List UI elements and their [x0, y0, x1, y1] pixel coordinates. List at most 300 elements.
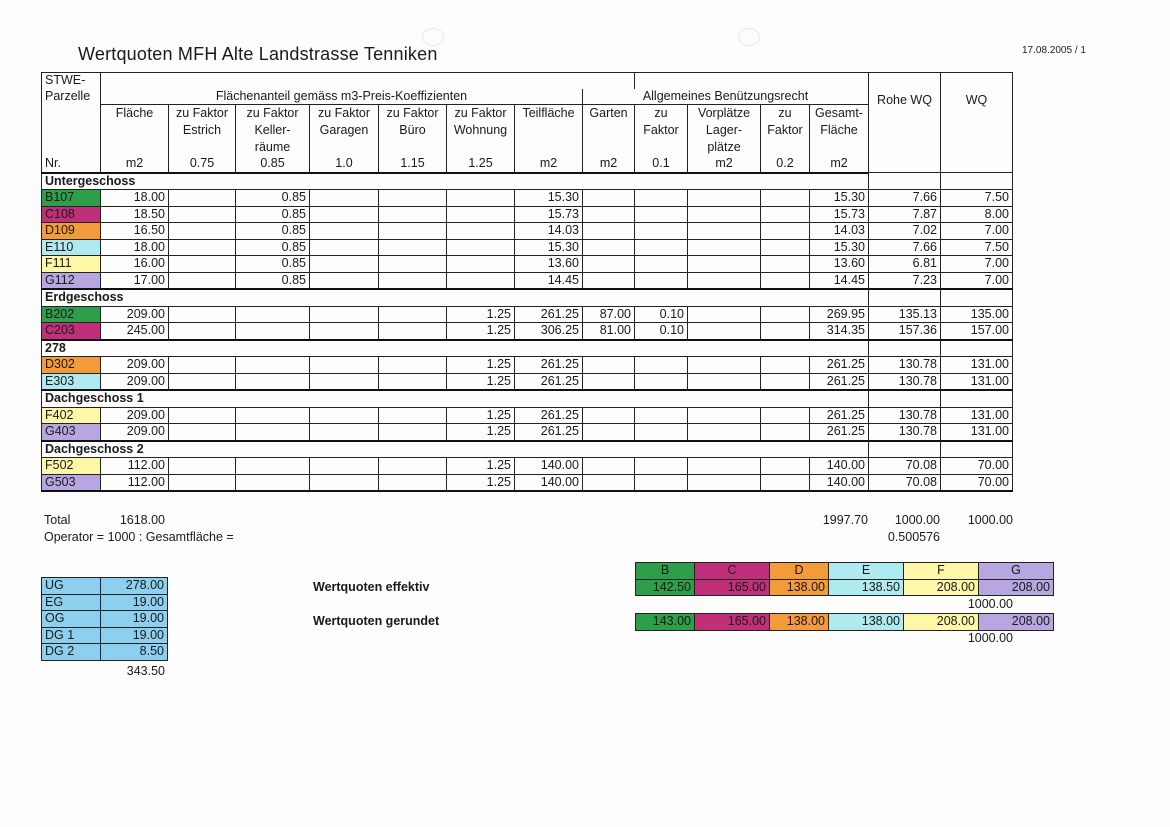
header-blank [101, 73, 169, 89]
unit-vorplaetze [688, 190, 761, 207]
header-empty-1 [169, 73, 583, 89]
unit-vorplaetze [688, 272, 761, 289]
unit-teilflaeche: 261.25 [515, 357, 583, 374]
unit-rohe-wq: 7.02 [869, 223, 941, 240]
header-wohnung [447, 105, 515, 157]
unit-garagen [310, 239, 379, 256]
unit-vorplaetze-faktor [761, 357, 810, 374]
unit-gesamtflaeche: 269.95 [810, 306, 869, 323]
unit-wohnung: 1.25 [447, 458, 515, 475]
unit-flaeche: 17.00 [101, 272, 169, 289]
unit-estrich [169, 190, 236, 207]
group-row [42, 390, 1013, 407]
table-row [42, 373, 1013, 390]
unit-garten-faktor [635, 357, 688, 374]
unit-wq: 70.00 [941, 458, 1013, 475]
header-estrich-line: zu Faktor [175, 106, 229, 120]
header-benuetzung: Allgemeines Benützungsrecht [583, 89, 869, 105]
unit-teilflaeche: 140.00 [515, 474, 583, 491]
operator-value: 0.500576 [887, 530, 940, 544]
header-unit-buero-f: 1.15 [379, 156, 447, 173]
unit-flaeche: 18.00 [101, 190, 169, 207]
wertquote-letter: G [979, 563, 1054, 580]
wertquoten-table [41, 72, 1013, 492]
unit-garagen [310, 357, 379, 374]
unit-vorplaetze-faktor [761, 239, 810, 256]
level-name: DG 1 [42, 627, 101, 644]
wertquoten-gerundet-total: 1000.00 [967, 631, 1013, 645]
unit-wohnung: 1.25 [447, 373, 515, 390]
wertquoten-letter-row [636, 563, 1054, 580]
unit-buero [379, 256, 447, 273]
group-wq-empty [941, 289, 1013, 306]
operator-label: Operator = 1000 : Gesamtfläche = [44, 530, 234, 544]
unit-gesamtflaeche: 261.25 [810, 407, 869, 424]
unit-garagen [310, 256, 379, 273]
unit-teilflaeche: 261.25 [515, 407, 583, 424]
level-value: 19.00 [101, 627, 168, 644]
header-unit-gesamt-unit: m2 [810, 156, 869, 173]
header-estrich-line: Estrich [182, 123, 222, 137]
wertquoten-gerundet-label: Wertquoten gerundet [313, 614, 440, 628]
total-flaeche: 1618.00 [119, 513, 165, 527]
unit-flaeche: 209.00 [101, 357, 169, 374]
unit-id: F502 [42, 458, 101, 475]
unit-flaeche: 209.00 [101, 306, 169, 323]
header-gesamt-line: Gesamt- [815, 106, 863, 120]
unit-teilflaeche: 261.25 [515, 306, 583, 323]
header-unit-teilflaeche-unit: m2 [515, 156, 583, 173]
unit-vorplaetze [688, 373, 761, 390]
unit-buero [379, 407, 447, 424]
punch-hole-right [738, 28, 760, 46]
unit-keller: 0.85 [236, 272, 310, 289]
unit-gesamtflaeche: 15.30 [810, 239, 869, 256]
unit-rohe-wq: 7.66 [869, 239, 941, 256]
group-wq-empty [941, 173, 1013, 190]
unit-estrich [169, 458, 236, 475]
date-stamp: 17.08.2005 / 1 [1022, 45, 1086, 56]
unit-rohe-wq: 6.81 [869, 256, 941, 273]
unit-wohnung [447, 272, 515, 289]
header-buero-line: zu Faktor [386, 106, 439, 120]
wertquote-letter: F [904, 563, 979, 580]
wertquote-gerundet-value: 138.00 [770, 614, 829, 631]
wertquote-effektiv-value: 138.00 [770, 579, 829, 596]
unit-flaeche: 112.00 [101, 474, 169, 491]
group-wq-empty [941, 441, 1013, 458]
unit-estrich [169, 206, 236, 223]
wertquote-letter: C [695, 563, 770, 580]
unit-vorplaetze-faktor [761, 407, 810, 424]
group-rohe-empty [869, 173, 941, 190]
wertquote-effektiv-value: 142.50 [636, 579, 695, 596]
wertquote-effektiv-value: 208.00 [904, 579, 979, 596]
header-garten-faktor-line: zu [654, 106, 668, 120]
unit-vorplaetze [688, 474, 761, 491]
unit-wq: 131.00 [941, 373, 1013, 390]
unit-garten-faktor [635, 223, 688, 240]
unit-id: C203 [42, 323, 101, 340]
unit-garten-faktor [635, 239, 688, 256]
unit-teilflaeche: 14.45 [515, 272, 583, 289]
header-unit-vorplaetze-faktor-f: 0.2 [761, 156, 810, 173]
group-rohe-empty [869, 289, 941, 306]
level-name: UG [42, 578, 101, 595]
header-vorplaetze-line: Vorplätze [697, 106, 751, 120]
header-wq: WQ [941, 73, 1013, 173]
header-keller [236, 105, 310, 157]
header-vorplaetze-faktor-line: zu [778, 106, 792, 120]
unit-rohe-wq: 7.87 [869, 206, 941, 223]
header-buero-line: Büro [399, 123, 426, 137]
unit-garagen [310, 206, 379, 223]
unit-wq: 70.00 [941, 474, 1013, 491]
group-row [42, 441, 1013, 458]
unit-gesamtflaeche: 261.25 [810, 424, 869, 441]
table-row [42, 458, 1013, 475]
header-unit-estrich-f: 0.75 [169, 156, 236, 173]
header-keller-line: zu Faktor [246, 106, 299, 120]
table-row [42, 474, 1013, 491]
header-row-2 [42, 89, 1013, 105]
total-gesamt: 1997.70 [822, 513, 868, 527]
unit-flaeche: 209.00 [101, 373, 169, 390]
unit-rohe-wq: 157.36 [869, 323, 941, 340]
unit-vorplaetze [688, 458, 761, 475]
unit-garten-faktor: 0.10 [635, 323, 688, 340]
header-unit-flaeche-unit: m2 [101, 156, 169, 173]
unit-keller: 0.85 [236, 239, 310, 256]
wertquoten-effektiv-table [635, 562, 1054, 596]
group-name: Dachgeschoss 2 [42, 441, 869, 458]
header-unit-garten-unit: m2 [583, 156, 635, 173]
unit-vorplaetze [688, 239, 761, 256]
unit-buero [379, 424, 447, 441]
unit-garagen [310, 373, 379, 390]
wertquote-gerundet-value: 208.00 [979, 614, 1054, 631]
unit-wohnung: 1.25 [447, 323, 515, 340]
level-row [42, 594, 168, 611]
unit-estrich [169, 306, 236, 323]
unit-garten-faktor [635, 458, 688, 475]
unit-flaeche: 16.00 [101, 256, 169, 273]
unit-vorplaetze [688, 424, 761, 441]
unit-rohe-wq: 70.08 [869, 474, 941, 491]
table-row [42, 190, 1013, 207]
wertquoten-value-row [636, 614, 1054, 631]
unit-garten-faktor [635, 407, 688, 424]
unit-wq: 7.00 [941, 256, 1013, 273]
level-value: 19.00 [101, 611, 168, 628]
unit-rohe-wq: 7.66 [869, 190, 941, 207]
unit-rohe-wq: 70.08 [869, 458, 941, 475]
unit-teilflaeche: 15.30 [515, 190, 583, 207]
unit-teilflaeche: 15.73 [515, 206, 583, 223]
unit-flaeche: 16.50 [101, 223, 169, 240]
unit-vorplaetze-faktor [761, 424, 810, 441]
unit-id: E303 [42, 373, 101, 390]
unit-teilflaeche: 261.25 [515, 373, 583, 390]
unit-vorplaetze [688, 357, 761, 374]
unit-wohnung [447, 190, 515, 207]
table-row [42, 223, 1013, 240]
unit-vorplaetze [688, 407, 761, 424]
unit-wq: 157.00 [941, 323, 1013, 340]
table-row [42, 206, 1013, 223]
unit-keller [236, 474, 310, 491]
table-row [42, 272, 1013, 289]
header-parzelle: Parzelle [42, 89, 101, 105]
unit-garten-faktor [635, 256, 688, 273]
header-vorplaetze-line: Lager- [705, 123, 743, 137]
unit-estrich [169, 239, 236, 256]
unit-garten [583, 357, 635, 374]
unit-rohe-wq: 7.23 [869, 272, 941, 289]
unit-id: B107 [42, 190, 101, 207]
wertquote-gerundet-value: 138.00 [829, 614, 904, 631]
unit-garten [583, 239, 635, 256]
header-garagen-line: zu Faktor [317, 106, 371, 120]
header-gesamt-line: Fläche [820, 123, 858, 137]
unit-wq: 8.00 [941, 206, 1013, 223]
level-row [42, 627, 168, 644]
unit-keller: 0.85 [236, 256, 310, 273]
unit-vorplaetze [688, 323, 761, 340]
unit-wohnung: 1.25 [447, 306, 515, 323]
header-row-6 [42, 156, 1013, 173]
unit-id: C108 [42, 206, 101, 223]
header-unit-garten-faktor-f: 0.1 [635, 156, 688, 173]
unit-id: G112 [42, 272, 101, 289]
wertquoten-effektiv-label: Wertquoten effektiv [313, 580, 430, 594]
unit-keller [236, 357, 310, 374]
unit-buero [379, 323, 447, 340]
unit-garten-faktor [635, 474, 688, 491]
unit-wohnung: 1.25 [447, 357, 515, 374]
unit-rohe-wq: 135.13 [869, 306, 941, 323]
unit-keller: 0.85 [236, 190, 310, 207]
unit-estrich [169, 256, 236, 273]
total-label: Total [44, 513, 71, 527]
unit-estrich [169, 407, 236, 424]
unit-garten-faktor [635, 206, 688, 223]
wertquote-effektiv-value: 138.50 [829, 579, 904, 596]
total-rohe-wq: 1000.00 [894, 513, 940, 527]
header-garagen-line: Garagen [319, 123, 369, 137]
header-stwe-label: STWE- [45, 73, 86, 87]
header-vorplaetze-faktor [761, 105, 810, 157]
level-name: DG 2 [42, 644, 101, 661]
unit-wohnung: 1.25 [447, 407, 515, 424]
header-nr-space [42, 105, 101, 157]
unit-flaeche: 245.00 [101, 323, 169, 340]
unit-vorplaetze-faktor [761, 206, 810, 223]
header-garten-line: Garten [589, 106, 628, 120]
unit-garten-faktor [635, 373, 688, 390]
header-buero [379, 105, 447, 157]
unit-wq: 7.50 [941, 190, 1013, 207]
unit-id: G403 [42, 424, 101, 441]
header-garagen [310, 105, 379, 157]
group-row [42, 173, 1013, 190]
unit-estrich [169, 357, 236, 374]
unit-garagen [310, 407, 379, 424]
header-vorplaetze [688, 105, 761, 157]
unit-id: F402 [42, 407, 101, 424]
unit-wohnung [447, 256, 515, 273]
header-gesamt [810, 105, 869, 157]
unit-estrich [169, 323, 236, 340]
unit-buero [379, 373, 447, 390]
unit-garten [583, 272, 635, 289]
unit-id: B202 [42, 306, 101, 323]
group-name: Erdgeschoss [42, 289, 869, 306]
unit-rohe-wq: 130.78 [869, 373, 941, 390]
unit-id: F111 [42, 256, 101, 273]
unit-wohnung [447, 206, 515, 223]
level-row [42, 644, 168, 661]
unit-garten-faktor: 0.10 [635, 306, 688, 323]
unit-buero [379, 190, 447, 207]
unit-vorplaetze-faktor [761, 256, 810, 273]
unit-rohe-wq: 130.78 [869, 357, 941, 374]
level-table [41, 577, 168, 661]
level-name: OG [42, 611, 101, 628]
unit-vorplaetze-faktor [761, 323, 810, 340]
wertquoten-gerundet-table [635, 613, 1054, 631]
unit-garagen [310, 474, 379, 491]
unit-id: E110 [42, 239, 101, 256]
unit-teilflaeche: 15.30 [515, 239, 583, 256]
level-total: 343.50 [126, 664, 165, 678]
unit-keller: 0.85 [236, 206, 310, 223]
unit-flaeche: 112.00 [101, 458, 169, 475]
unit-garten [583, 206, 635, 223]
unit-teilflaeche: 261.25 [515, 424, 583, 441]
unit-keller [236, 458, 310, 475]
level-row [42, 578, 168, 595]
unit-id: D109 [42, 223, 101, 240]
group-name: Dachgeschoss 1 [42, 390, 869, 407]
table-row [42, 256, 1013, 273]
header-rohe-wq: Rohe WQ [869, 73, 941, 173]
unit-flaeche: 18.50 [101, 206, 169, 223]
unit-keller [236, 407, 310, 424]
header-teilflaeche-line: Teilfläche [522, 106, 575, 120]
unit-buero [379, 357, 447, 374]
group-rohe-empty [869, 340, 941, 357]
unit-garagen [310, 223, 379, 240]
unit-gesamtflaeche: 15.73 [810, 206, 869, 223]
unit-garagen [310, 190, 379, 207]
page-title: Wertquoten MFH Alte Landstrasse Tenniken [78, 44, 438, 64]
table-row [42, 239, 1013, 256]
unit-wq: 131.00 [941, 357, 1013, 374]
unit-id: G503 [42, 474, 101, 491]
group-rohe-empty [869, 390, 941, 407]
group-name: Untergeschoss [42, 173, 869, 190]
unit-wq: 7.50 [941, 239, 1013, 256]
unit-keller [236, 424, 310, 441]
unit-rohe-wq: 130.78 [869, 424, 941, 441]
unit-estrich [169, 373, 236, 390]
unit-garten-faktor [635, 424, 688, 441]
table-row [42, 424, 1013, 441]
unit-vorplaetze [688, 223, 761, 240]
unit-estrich [169, 424, 236, 441]
unit-flaeche: 209.00 [101, 407, 169, 424]
header-unit-keller-f: 0.85 [236, 156, 310, 173]
level-row [42, 611, 168, 628]
unit-vorplaetze-faktor [761, 474, 810, 491]
unit-estrich [169, 474, 236, 491]
wertquote-letter: E [829, 563, 904, 580]
unit-garagen [310, 306, 379, 323]
group-wq-empty [941, 340, 1013, 357]
header-row-1 [42, 73, 1013, 89]
header-empty-2 [583, 73, 635, 89]
unit-garten: 87.00 [583, 306, 635, 323]
unit-garagen [310, 323, 379, 340]
unit-wohnung: 1.25 [447, 424, 515, 441]
unit-gesamtflaeche: 140.00 [810, 458, 869, 475]
unit-vorplaetze [688, 256, 761, 273]
unit-estrich [169, 272, 236, 289]
unit-buero [379, 223, 447, 240]
header-garten-faktor-line: Faktor [643, 123, 679, 137]
unit-wq: 7.00 [941, 272, 1013, 289]
header-unit-vorplaetze-unit: m2 [688, 156, 761, 173]
unit-wohnung [447, 223, 515, 240]
level-value: 278.00 [101, 578, 168, 595]
unit-gesamtflaeche: 14.45 [810, 272, 869, 289]
unit-wq: 135.00 [941, 306, 1013, 323]
wertquote-effektiv-value: 208.00 [979, 579, 1054, 596]
total-wq: 1000.00 [967, 513, 1013, 527]
unit-teilflaeche: 140.00 [515, 458, 583, 475]
unit-garten [583, 424, 635, 441]
level-value: 19.00 [101, 594, 168, 611]
header-empty-3 [635, 73, 869, 89]
unit-flaeche: 209.00 [101, 424, 169, 441]
unit-id: D302 [42, 357, 101, 374]
header-wohnung-line: Wohnung [453, 123, 508, 137]
unit-garten [583, 223, 635, 240]
unit-garten-faktor [635, 272, 688, 289]
unit-vorplaetze-faktor [761, 458, 810, 475]
unit-keller [236, 306, 310, 323]
unit-wq: 131.00 [941, 424, 1013, 441]
unit-vorplaetze-faktor [761, 373, 810, 390]
unit-buero [379, 272, 447, 289]
unit-vorplaetze [688, 306, 761, 323]
level-name: EG [42, 594, 101, 611]
header-stwe [42, 73, 101, 89]
unit-buero [379, 306, 447, 323]
unit-vorplaetze-faktor [761, 223, 810, 240]
unit-buero [379, 458, 447, 475]
unit-wq: 131.00 [941, 407, 1013, 424]
group-row [42, 289, 1013, 306]
unit-wohnung [447, 239, 515, 256]
header-estrich [169, 105, 236, 157]
unit-teilflaeche: 306.25 [515, 323, 583, 340]
unit-estrich [169, 223, 236, 240]
wertquote-letter: D [770, 563, 829, 580]
header-vorplaetze-faktor-line: Faktor [767, 123, 803, 137]
unit-gesamtflaeche: 13.60 [810, 256, 869, 273]
